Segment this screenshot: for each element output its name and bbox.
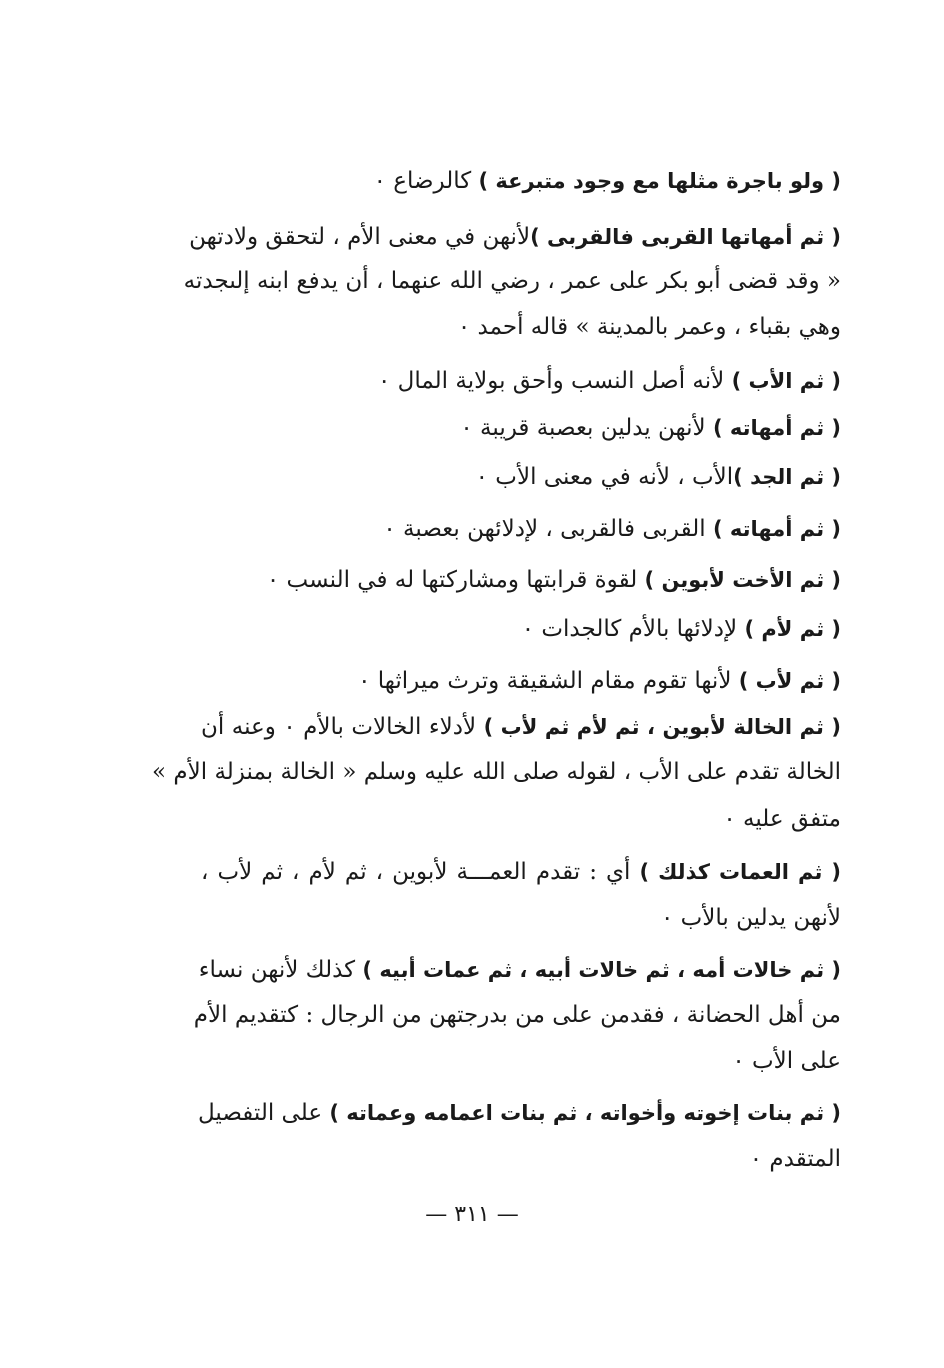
text-line: [201, 312, 841, 342]
body-text: لأدلاء الخالات بالأم ٠ وعنه أن: [201, 714, 484, 740]
page-number: — ٣١١ —: [425, 1202, 519, 1227]
body-text: الخالة تقدم على الأب ، لقوله صلى الله عليه وسلم « الخالة بمنزلة الأم »: [152, 759, 841, 785]
body-text: على التفصيل: [197, 1100, 330, 1126]
text-line: [201, 1046, 841, 1076]
text-line: [189, 222, 841, 252]
bold-phrase: ( ثم العمات كذلك ): [639, 860, 841, 884]
text-line: [201, 903, 841, 933]
text-line: [201, 565, 841, 595]
bold-phrase: ( ثم الأب ): [731, 369, 841, 393]
body-text: أي : تقدم العمـــة لأبوين ، ثم لأم ، ثم لأب ،: [201, 859, 640, 885]
text-line: [193, 1000, 841, 1030]
body-text: وهي بقباء ، وعمر بالمدينة » قاله أحمد ٠: [457, 314, 841, 340]
bold-phrase: ( ثم الأخت لأبوين ): [644, 568, 841, 592]
text-line: [201, 366, 841, 396]
body-text: لأنه أصل النسب وأحق بولاية المال ٠: [377, 368, 732, 394]
body-text: لإدلائها بالأم كالجدات ٠: [521, 616, 745, 642]
bold-phrase: ( ثم الجد ): [733, 465, 841, 489]
bold-phrase: ( ثم أمهاته ): [712, 416, 841, 440]
text-line: [201, 804, 841, 834]
text-line: [201, 413, 841, 443]
bold-phrase: ( ثم بنات إخوته وأخواته ، ثم بنات اعمامه وعماته ): [329, 1101, 841, 1125]
body-text: لأنهن في معنى الأم ، لتحقق ولادتهن: [189, 224, 531, 250]
body-text: كالرضاع ٠: [373, 168, 479, 194]
bold-phrase: ( ولو باجرة مثلها مع وجود متبرعة ): [478, 169, 841, 193]
bold-phrase: ( ثم أمهاته ): [712, 517, 841, 541]
text-line: [152, 757, 841, 787]
body-text: « وقد قضى أبو بكر على عمر ، رضي الله عنهما ، أن يدفع ابنه إلىجدته: [183, 268, 841, 294]
text-line: [201, 462, 841, 492]
bold-phrase: ( ثم خالات أمه ، ثم خالات أبيه ، ثم عمات أبيه ): [362, 958, 841, 982]
body-text: المتقدم ٠: [749, 1146, 841, 1172]
body-text: القربى فالقربى ، لإدلائهن بعصبة ٠: [383, 516, 713, 542]
text-line: [201, 712, 841, 742]
bold-phrase: ( ثم أمهاتها القربى فالقربى ): [530, 225, 841, 249]
bold-phrase: ( ثم لأم ): [744, 617, 841, 641]
body-text: على الأب ٠: [732, 1048, 841, 1074]
bold-phrase: ( ثم لأب ): [738, 669, 841, 693]
text-line: [198, 955, 841, 985]
text-line: [201, 857, 841, 887]
body-text: كذلك لأنهن نساء: [198, 957, 363, 983]
text-line: [183, 266, 841, 296]
body-text: الأب ، لأنه في معنى الأب ٠: [475, 464, 734, 490]
text-line: [201, 514, 841, 544]
text-line: [197, 1098, 841, 1128]
body-text: لأنهن يدلين بعصبة قريبة ٠: [460, 415, 713, 441]
text-line: [201, 614, 841, 644]
body-text: لأنهن يدلين بالأب ٠: [660, 905, 841, 931]
body-text: لأنها تقوم مقام الشقيقة وترث ميراثها ٠: [358, 668, 739, 694]
text-line: [201, 1144, 841, 1174]
body-text: متفق عليه ٠: [723, 806, 841, 832]
body-text: لقوة قرابتها ومشاركتها له في النسب ٠: [266, 567, 645, 593]
bold-phrase: ( ثم الخالة لأبوين ، ثم لأم ثم لأب ): [483, 715, 841, 739]
text-line: [201, 166, 841, 196]
text-line: [201, 666, 841, 696]
body-text: من أهل الحضانة ، فقدمن على من بدرجتهن من الرجال : كتقديم الأم: [193, 1002, 841, 1028]
